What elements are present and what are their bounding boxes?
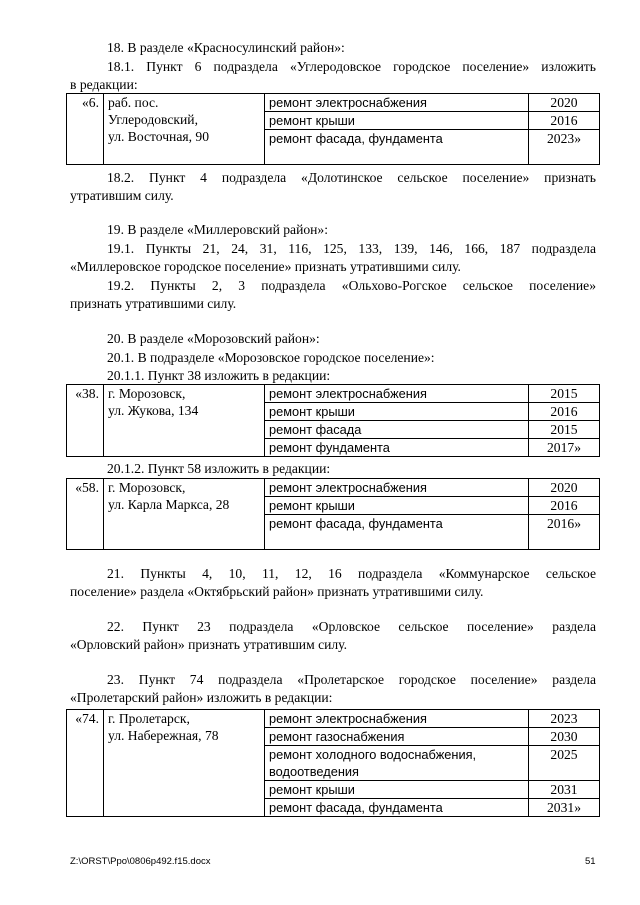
work-type: ремонт фундамента [265,439,529,457]
year: 2015 [529,421,600,439]
paragraph-21-cont: поселение» раздела «Октябрьский район» признать утратившими силу. [70,584,484,599]
work-type [265,746,529,781]
footer-file-path: Z:\ORST\Ppo\0806p492.f15.docx [70,856,211,867]
paragraph-18-1-cont: в редакции: [70,77,138,92]
item-number: «38. [67,385,104,457]
paragraph-19-1-cont: «Миллеровское городское поселение» признать утратившими силу. [70,259,461,274]
address-line: ул. Восточная, 90 [108,129,210,144]
paragraph-18-2-cont: утратившим силу. [70,188,174,203]
table-item-74 [66,709,600,817]
paragraph-18-1: 18.1. Пункт 6 подраздела «Углеродовское городское поселение» изложить [107,59,596,74]
year: 2023 [529,710,600,728]
address-line: г. Морозовск, [108,386,186,401]
paragraph-20-1: 20.1. В подразделе «Морозовское городское поселение»: [107,350,435,365]
year: 2020 [529,94,600,112]
year: 2025 [529,746,600,781]
year: 2031 [529,781,600,799]
address-line: ул. Набережная, 78 [108,728,219,743]
address-cell [104,710,265,817]
paragraph-20-1-1: 20.1.1. Пункт 38 изложить в редакции: [107,368,331,383]
year: 2020 [529,479,600,497]
year: 2016 [529,497,600,515]
work-type: ремонт фасада, фундамента [265,515,529,550]
paragraph-22-cont: «Орловский район» признать утратившим силу. [70,637,348,652]
work-type: ремонт фасада [265,421,529,439]
work-type: ремонт крыши [265,781,529,799]
address-line: г. Морозовск, [108,480,186,495]
work-type: ремонт газоснабжения [265,728,529,746]
work-type-line: водоотведения [269,764,359,779]
address-line: Углеродовский, [108,112,198,127]
address-cell [104,94,265,165]
item-number: «58. [67,479,104,550]
year: 2023» [529,130,600,165]
table-item-38 [66,384,600,457]
item-number: «6. [67,94,104,165]
work-type: ремонт крыши [265,112,529,130]
work-type: ремонт электроснабжения [265,385,529,403]
year: 2015 [529,385,600,403]
work-type: ремонт электроснабжения [265,479,529,497]
address-line: г. Пролетарск, [108,711,190,726]
page-number: 51 [585,856,596,867]
work-type: ремонт крыши [265,403,529,421]
work-type: ремонт электроснабжения [265,710,529,728]
table-item-58 [66,478,600,550]
work-type: ремонт электроснабжения [265,94,529,112]
year: 2017» [529,439,600,457]
paragraph-20: 20. В разделе «Морозовский район»: [107,331,320,346]
paragraph-19-2: 19.2. Пункты 2, 3 подраздела «Ольхово-Рогское сельское поселение» [107,278,596,293]
year: 2031» [529,799,600,817]
paragraph-20-1-2: 20.1.2. Пункт 58 изложить в редакции: [107,461,331,476]
year: 2030 [529,728,600,746]
address-line: раб. пос. [108,95,159,110]
paragraph-18: 18. В разделе «Красносулинский район»: [107,40,345,55]
work-type: ремонт фасада, фундамента [265,130,529,165]
address-line: ул. Карла Маркса, 28 [108,497,230,512]
address-cell [104,479,265,550]
table-item-6 [66,93,600,165]
paragraph-21: 21. Пункты 4, 10, 11, 12, 16 подраздела «Коммунарское сельское [107,566,596,581]
year: 2016 [529,112,600,130]
paragraph-19: 19. В разделе «Миллеровский район»: [107,222,329,237]
paragraph-23-cont: «Пролетарский район» изложить в редакции: [70,690,333,705]
paragraph-22: 22. Пункт 23 подраздела «Орловское сельское поселение» раздела [107,619,596,634]
paragraph-23: 23. Пункт 74 подраздела «Пролетарское городское поселение» раздела [107,672,596,687]
item-number: «74. [67,710,104,817]
year: 2016 [529,403,600,421]
work-type-line: ремонт холодного водоснабжения, [269,747,477,762]
paragraph-18-2: 18.2. Пункт 4 подраздела «Долотинское сельское поселение» признать [107,170,596,185]
paragraph-19-2-cont: признать утратившими силу. [70,296,237,311]
work-type: ремонт фасада, фундамента [265,799,529,817]
work-type: ремонт крыши [265,497,529,515]
address-line: ул. Жукова, 134 [108,403,199,418]
year: 2016» [529,515,600,550]
address-cell [104,385,265,457]
paragraph-19-1: 19.1. Пункты 21, 24, 31, 116, 125, 133, 139, 146, 166, 187 подраздела [107,241,596,256]
